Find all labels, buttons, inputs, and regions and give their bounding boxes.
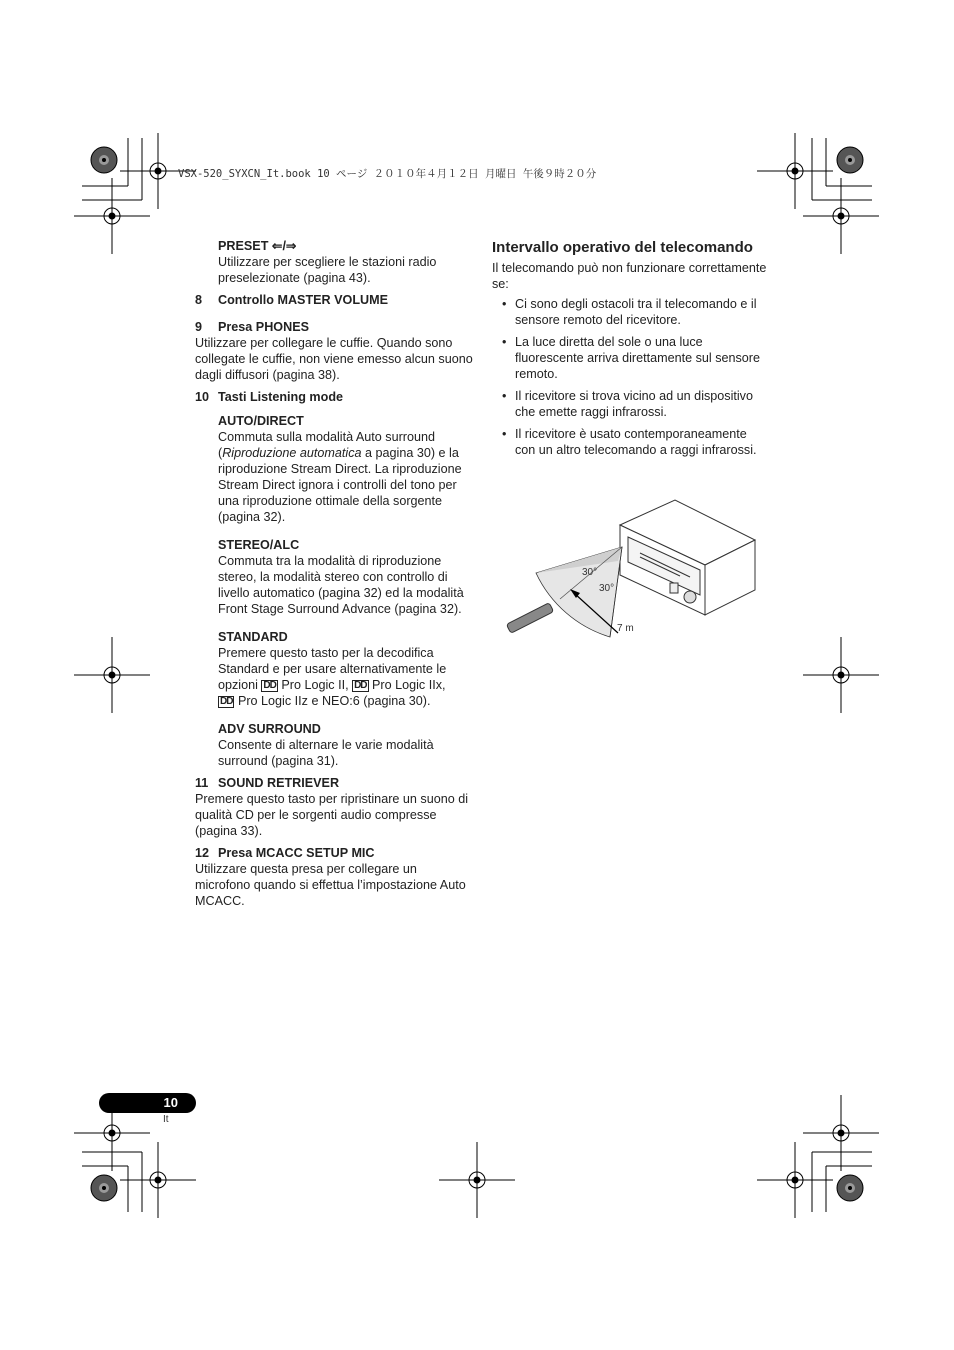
registration-mark-icon <box>74 178 150 254</box>
registration-mark-icon <box>757 1142 833 1218</box>
auto-direct-title: AUTO/DIRECT <box>218 414 304 428</box>
section-title: Intervallo operativo del telecomando <box>492 239 753 256</box>
adv-surround-section <box>218 721 475 769</box>
auto-direct-section <box>218 413 475 525</box>
page-number: 10 <box>163 1095 178 1110</box>
list-item <box>492 334 767 382</box>
auto-direct-text-b: a pagina 30) e la riproduzione Stream Direct. La riproduzione Stream Direct ignora i controlli del tono per una riproduzione ottimale della sorgente (pagina 32). <box>218 446 462 524</box>
registration-mark-icon <box>803 637 879 713</box>
stereo-alc-section <box>218 537 475 617</box>
item-9-title <box>195 319 475 335</box>
left-column <box>195 238 475 915</box>
dolby-logo-icon: DD <box>220 696 233 707</box>
list-item <box>492 426 767 458</box>
item-title: Tasti Listening mode <box>218 390 344 404</box>
item-11-text: Premere questo tasto per ripristinare un suono di qualità CD per le sorgenti audio compresse (pagina 33). <box>195 792 469 838</box>
list-item <box>492 388 767 420</box>
registration-star-icon <box>91 147 117 173</box>
remote-range-diagram <box>500 495 760 640</box>
item-12-text: Utilizzare questa presa per collegare un microfono quando si effettua l’impostazione Auto MCACC. <box>195 862 466 908</box>
registration-star-icon <box>837 1175 863 1201</box>
adv-surround-title: ADV SURROUND <box>218 722 321 736</box>
item-title: SOUND RETRIEVER <box>218 776 340 790</box>
registration-mark-icon <box>439 1142 515 1218</box>
bullet-icon: • <box>502 297 507 311</box>
auto-direct-text <box>218 429 475 525</box>
item-10-title <box>195 389 475 405</box>
registration-mark-icon <box>120 1142 196 1218</box>
page-number-badge <box>99 1093 196 1113</box>
item-number: 11 <box>195 776 209 790</box>
file-header: VSX-520_SYXCN_It.book 10 ページ ２０１０年４月１２日 月曜日 午後９時２０分 <box>178 168 597 180</box>
list-item-text: Il ricevitore è usato contemporaneamente con un altro telecomando a raggi infrarossi. <box>515 427 757 457</box>
standard-text <box>218 645 475 709</box>
stereo-alc-text: Commuta tra la modalità di riproduzione stereo, la modalità stereo con controllo di livello automatico (pagina 32) ed la modalità Front Stage Surround Advance (pagina 32). <box>218 554 464 616</box>
item-number: 8 <box>195 293 203 307</box>
item-9-text: Utilizzare per collegare le cuffie. Quando sono collegate le cuffie, non viene emesso alcun suono dagli diffusori (pagina 38). <box>195 336 473 382</box>
item-title: Controllo MASTER VOLUME <box>218 293 389 307</box>
stereo-alc-title: STEREO/ALC <box>218 538 300 552</box>
item-12-title <box>195 845 475 861</box>
list-item-text: Il ricevitore si trova vicino ad un dispositivo che emette raggi infrarossi. <box>515 389 753 419</box>
auto-direct-italic: Riproduzione automatica <box>222 446 362 460</box>
auto-direct-text-a: Commuta sulla modalità Auto surround ( <box>218 430 436 460</box>
preset-title: PRESET ⇐/⇒ <box>218 239 297 253</box>
item-11-title <box>195 775 475 791</box>
right-column <box>492 238 767 464</box>
bullet-icon: • <box>502 389 507 403</box>
distance-label: 7 m <box>617 623 634 634</box>
list-item-text: La luce diretta del sole o una luce fluorescente arriva direttamente sul sensore remoto. <box>515 335 761 381</box>
standard-section <box>218 629 475 709</box>
item-number: 12 <box>195 846 210 860</box>
adv-surround-text: Consente di alternare le varie modalità surround (pagina 31). <box>218 738 434 768</box>
list-item <box>492 296 767 328</box>
registration-mark-icon <box>74 637 150 713</box>
remote-control-illustration <box>506 603 553 634</box>
registration-mark-icon <box>757 133 833 209</box>
standard-text-b: Pro Logic II, <box>277 678 353 692</box>
angle-label-top: 30° <box>582 567 598 578</box>
item-8-title <box>195 292 475 308</box>
item-number: 9 <box>195 320 203 334</box>
list-item-text: Ci sono degli ostacoli tra il telecomando e il sensore remoto del ricevitore. <box>515 297 757 327</box>
standard-title: STANDARD <box>218 630 288 644</box>
standard-text-d: Pro Logic IIz e NEO:6 (pagina 30). <box>234 694 431 708</box>
language-code: It <box>163 1114 169 1125</box>
preset-section <box>218 238 475 286</box>
angle-label-bottom: 30° <box>599 583 615 594</box>
bullet-icon: • <box>502 427 507 441</box>
item-title: Presa PHONES <box>218 320 309 334</box>
standard-text-c: Pro Logic IIx, <box>368 678 446 692</box>
item-number: 10 <box>195 390 210 404</box>
standard-text-a: Premere questo tasto per la decodifica Standard e per usare alternativamente le opzioni <box>218 646 447 692</box>
registration-star-icon <box>91 1175 117 1201</box>
preset-text: Utilizzare per scegliere le stazioni radio preselezionate (pagina 43). <box>218 255 437 285</box>
dolby-logo-icon: DD <box>354 680 367 691</box>
registration-mark-icon <box>803 1095 879 1171</box>
dolby-logo-icon: DD <box>263 680 276 691</box>
registration-mark-icon <box>803 178 879 254</box>
receiver-illustration <box>620 500 755 615</box>
bullet-icon: • <box>502 335 507 349</box>
registration-star-icon <box>837 147 863 173</box>
item-title: Presa MCACC SETUP MIC <box>218 846 375 860</box>
intro-text: Il telecomando può non funzionare correttamente se: <box>492 261 767 291</box>
